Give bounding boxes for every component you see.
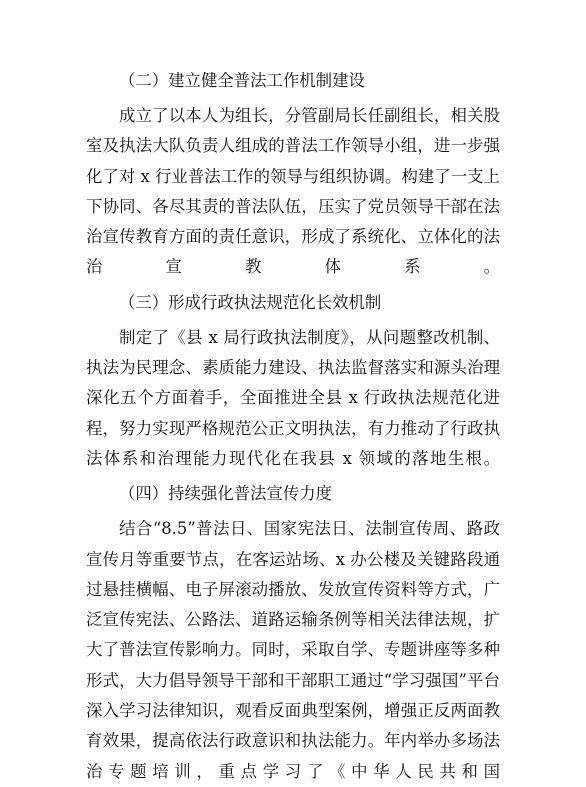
document-body [86,66,500,787]
section-heading-2: （二）建立健全普法工作机制建设 [119,71,365,90]
section-paragraph-2: 成立了以本人为组长，分管副局长任副组长，相关股室及执法大队负责人组成的普法工作领导小组，进一步强化了对 x 行业普法工作的领导与组织协调。构建了一支上下协同、各尽其责的普法队伍，压实了党员领导干部在法治宣传教育方面的责任意识，形成了系统化、立体化的法治宣教体系。 [86,106,500,277]
section-paragraph-3: 制定了《县 x 局行政执法制度》，从问题整改机制、执法为民理念、素质能力建设、执法监督落实和源头治理深化五个方面着手，全面推进全县 x 行政执法规范化进程，努力实现严格规范公正文明执法，有力推动了行政执法体系和治理能力现代化在我县 x 领域的落地生根。 [86,327,500,468]
section-heading-3: （三）形成行政执法规范化长效机制 [119,292,382,312]
section-paragraph-4: 结合“8.5”普法日、国家宪法日、法制宣传周、路政宣传月等重要节点，在客运站场、x 办公楼及关键路段通过悬挂横幅、电子屏滚动播放、发放宣传资料等方式，广泛宣传宪法、公路法、道路运输条例等相关法律法规，扩大了普法宣传影响力。同时，采取自学、专题讲座等多种形式，大力倡导领导干部和干部职工通过“学习强国”平台深入学习法律知识，观看反面典型案例，增强正反两面教育效果，提高依法行政意识和执法能力。年内举办多场法治专题培训，重点学习了《中华人民共和国 [86,519,500,781]
section-heading-4: （四）持续强化普法宣传力度 [119,484,333,504]
